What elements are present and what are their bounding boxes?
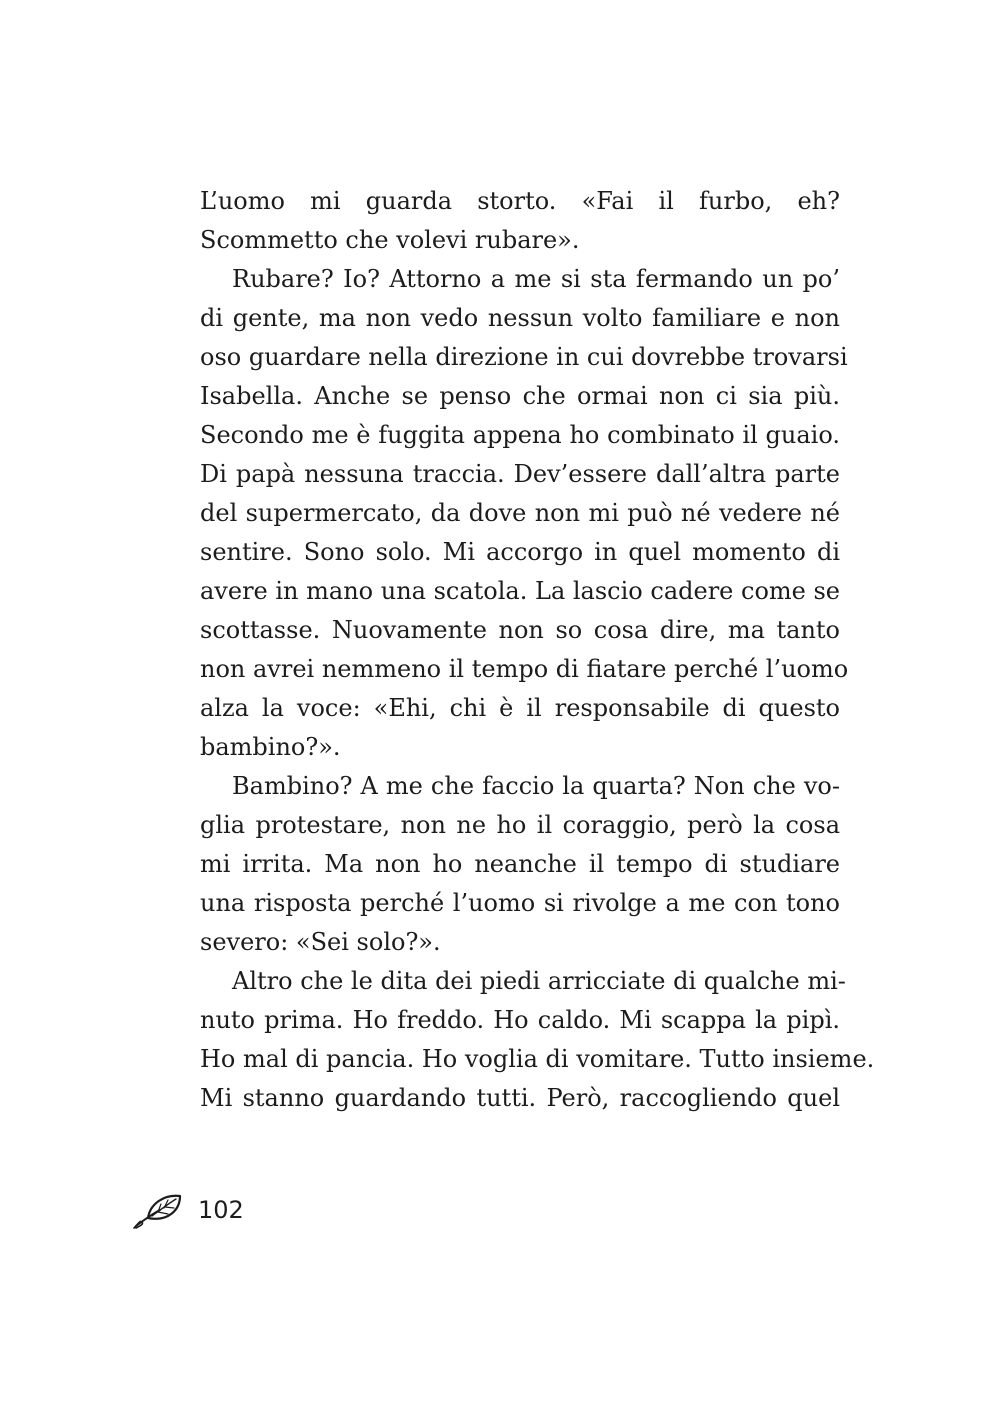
text-line: oso guardare nella direzione in cui dovrebbe trovarsi	[200, 343, 848, 371]
paragraph-1	[200, 182, 840, 260]
text-line: Scommetto che volevi rubare».	[200, 226, 580, 254]
page-text	[200, 182, 875, 1118]
text-line: severo: «Sei solo?».	[200, 928, 441, 956]
page-footer	[128, 1188, 244, 1232]
text-line: del supermercato, da dove non mi può né vedere né	[200, 499, 840, 527]
paragraph-3	[200, 767, 840, 962]
text-line: scottasse. Nuovamente non so cosa dire, ma tanto	[200, 616, 840, 644]
text-line: una risposta perché l’uomo si rivolge a me con tono	[200, 889, 840, 917]
leaf-icon	[128, 1190, 188, 1230]
text-line: Ho mal di pancia. Ho voglia di vomitare. Tutto insieme.	[200, 1045, 875, 1073]
text-line: Mi stanno guardando tutti. Però, raccogliendo quel	[200, 1084, 840, 1112]
text-line: Altro che le dita dei piedi arricciate di qualche mi-	[232, 967, 846, 995]
text-line: glia protestare, non ne ho il coraggio, però la cosa	[200, 811, 840, 839]
text-line: Bambino? A me che faccio la quarta? Non che vo-	[232, 772, 840, 800]
text-line: Secondo me è fuggita appena ho combinato il guaio.	[200, 421, 840, 449]
text-line: nuto prima. Ho freddo. Ho caldo. Mi scappa la pipì.	[200, 1006, 840, 1034]
text-line: di gente, ma non vedo nessun volto familiare e non	[200, 304, 840, 332]
paragraph-4	[200, 962, 875, 1118]
text-line: bambino?».	[200, 733, 341, 761]
page-number: 102	[198, 1196, 244, 1224]
text-line: alza la voce: «Ehi, chi è il responsabile di questo	[200, 694, 840, 722]
text-line: Rubare? Io? Attorno a me si sta fermando un po’	[232, 265, 840, 293]
text-line: non avrei nemmeno il tempo di fiatare perché l’uomo	[200, 655, 849, 683]
paragraph-2	[200, 260, 849, 767]
text-line: mi irrita. Ma non ho neanche il tempo di studiare	[200, 850, 840, 878]
text-line: sentire. Sono solo. Mi accorgo in quel momento di	[200, 538, 840, 566]
text-line: Isabella. Anche se penso che ormai non ci sia più.	[200, 382, 840, 410]
text-line: avere in mano una scatola. La lascio cadere come se	[200, 577, 840, 605]
text-line: Di papà nessuna traccia. Dev’essere dall’altra parte	[200, 460, 840, 488]
text-line: L’uomo mi guarda storto. «Fai il furbo, eh?	[200, 187, 840, 215]
